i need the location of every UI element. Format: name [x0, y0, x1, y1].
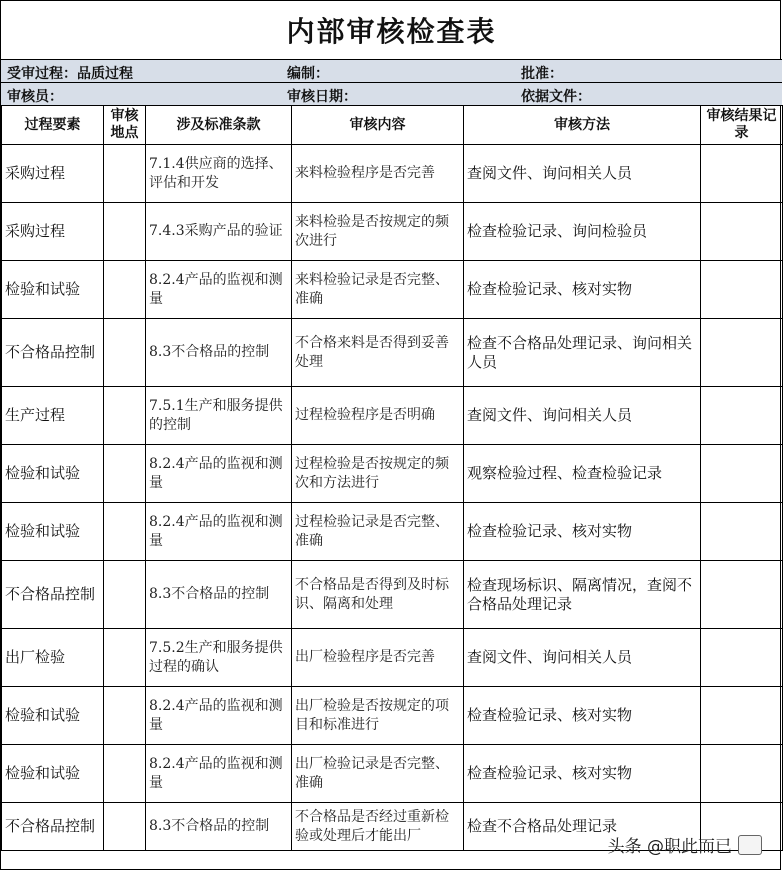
cell-element: 检验和试验	[2, 261, 104, 319]
cell-element: 不合格品控制	[2, 319, 104, 387]
audit-date-label: 审核日期：	[287, 89, 357, 105]
table-row	[2, 203, 783, 261]
column-header-result: 审核结果记录	[701, 106, 783, 145]
cell-method: 检查检验记录、核对实物	[464, 261, 701, 319]
table-row	[2, 319, 783, 387]
audited-process-label: 受审过程：品质过程	[7, 66, 133, 82]
column-header-location: 审核地点	[104, 106, 146, 145]
cell-method: 检查检验记录、核对实物	[464, 503, 701, 561]
watermark-logo-icon	[738, 835, 762, 855]
cell-location	[104, 387, 146, 445]
cell-method: 查阅文件、询问相关人员	[464, 629, 701, 687]
cell-element: 检验和试验	[2, 745, 104, 803]
cell-content: 过程检验是否按规定的频次和方法进行	[292, 445, 464, 503]
table-row	[2, 145, 783, 203]
cell-result	[701, 561, 783, 629]
cell-clause: 7.1.4供应商的选择、评估和开发	[146, 145, 292, 203]
info-row-1	[1, 60, 782, 83]
cell-content: 来料检验记录是否完整、准确	[292, 261, 464, 319]
cell-method: 查阅文件、询问相关人员	[464, 145, 701, 203]
cell-element: 检验和试验	[2, 445, 104, 503]
table-row	[2, 745, 783, 803]
cell-content: 出厂检验程序是否完善	[292, 629, 464, 687]
cell-content: 来料检验程序是否完善	[292, 145, 464, 203]
cell-content: 出厂检验是否按规定的项目和标准进行	[292, 687, 464, 745]
cell-content: 来料检验是否按规定的频次进行	[292, 203, 464, 261]
cell-content: 过程检验程序是否明确	[292, 387, 464, 445]
cell-element: 采购过程	[2, 203, 104, 261]
cell-element: 出厂检验	[2, 629, 104, 687]
cell-content: 不合格来料是否得到妥善处理	[292, 319, 464, 387]
table-row	[2, 261, 783, 319]
table-row	[2, 445, 783, 503]
watermark-text: 头条 @职此而已	[607, 837, 732, 857]
table-row	[2, 687, 783, 745]
cell-clause: 8.2.4产品的监视和测量	[146, 745, 292, 803]
approver-label: 批准：	[521, 66, 563, 82]
table-row	[2, 503, 783, 561]
cell-method: 检查现场标识、隔离情况，查阅不合格品处理记录	[464, 561, 701, 629]
basis-document-label: 依据文件：	[521, 89, 591, 105]
cell-result	[701, 145, 783, 203]
checklist-table	[1, 105, 783, 851]
cell-location	[104, 745, 146, 803]
cell-content: 不合格品是否得到及时标识、隔离和处理	[292, 561, 464, 629]
cell-clause: 7.5.1生产和服务提供的控制	[146, 387, 292, 445]
column-header-clause: 涉及标准条款	[146, 106, 292, 145]
cell-method: 查阅文件、询问相关人员	[464, 387, 701, 445]
table-row	[2, 629, 783, 687]
cell-location	[104, 203, 146, 261]
cell-content: 过程检验记录是否完整、准确	[292, 503, 464, 561]
cell-location	[104, 803, 146, 851]
cell-element: 采购过程	[2, 145, 104, 203]
cell-clause: 8.3不合格品的控制	[146, 561, 292, 629]
compiler-label: 编制：	[287, 66, 329, 82]
watermark	[608, 832, 762, 857]
cell-result	[701, 203, 783, 261]
cell-clause: 8.2.4产品的监视和测量	[146, 503, 292, 561]
cell-clause: 8.3不合格品的控制	[146, 803, 292, 851]
column-header-method: 审核方法	[464, 106, 701, 145]
cell-result	[701, 445, 783, 503]
cell-clause: 8.3不合格品的控制	[146, 319, 292, 387]
table-row	[2, 387, 783, 445]
cell-location	[104, 445, 146, 503]
cell-clause: 8.2.4产品的监视和测量	[146, 261, 292, 319]
cell-content: 不合格品是否经过重新检验或处理后才能出厂	[292, 803, 464, 851]
table-header-row	[2, 106, 783, 145]
column-header-element: 过程要素	[2, 106, 104, 145]
cell-element: 检验和试验	[2, 503, 104, 561]
sheet-title: 内部审核检查表	[1, 1, 782, 60]
cell-clause: 8.2.4产品的监视和测量	[146, 445, 292, 503]
cell-result	[701, 629, 783, 687]
cell-location	[104, 503, 146, 561]
cell-method: 检查检验记录、询问检验员	[464, 203, 701, 261]
cell-location	[104, 145, 146, 203]
cell-result	[701, 745, 783, 803]
cell-result	[701, 261, 783, 319]
column-header-content: 审核内容	[292, 106, 464, 145]
table-row	[2, 561, 783, 629]
cell-element: 不合格品控制	[2, 561, 104, 629]
cell-location	[104, 687, 146, 745]
cell-method: 检查不合格品处理记录	[464, 803, 701, 851]
cell-clause: 7.4.3采购产品的验证	[146, 203, 292, 261]
info-row-2	[1, 83, 782, 106]
cell-result	[701, 687, 783, 745]
cell-clause: 7.5.2生产和服务提供过程的确认	[146, 629, 292, 687]
cell-clause: 8.2.4产品的监视和测量	[146, 687, 292, 745]
cell-method: 检查检验记录、核对实物	[464, 687, 701, 745]
cell-location	[104, 629, 146, 687]
cell-method: 检查不合格品处理记录、询问相关人员	[464, 319, 701, 387]
cell-result	[701, 387, 783, 445]
cell-method: 观察检验过程、检查检验记录	[464, 445, 701, 503]
cell-content: 出厂检验记录是否完整、准确	[292, 745, 464, 803]
cell-element: 不合格品控制	[2, 803, 104, 851]
cell-location	[104, 319, 146, 387]
cell-result	[701, 503, 783, 561]
cell-location	[104, 261, 146, 319]
cell-result	[701, 319, 783, 387]
cell-element: 生产过程	[2, 387, 104, 445]
cell-element: 检验和试验	[2, 687, 104, 745]
auditor-label: 审核员：	[7, 89, 63, 105]
cell-method: 检查检验记录、核对实物	[464, 745, 701, 803]
cell-location	[104, 561, 146, 629]
